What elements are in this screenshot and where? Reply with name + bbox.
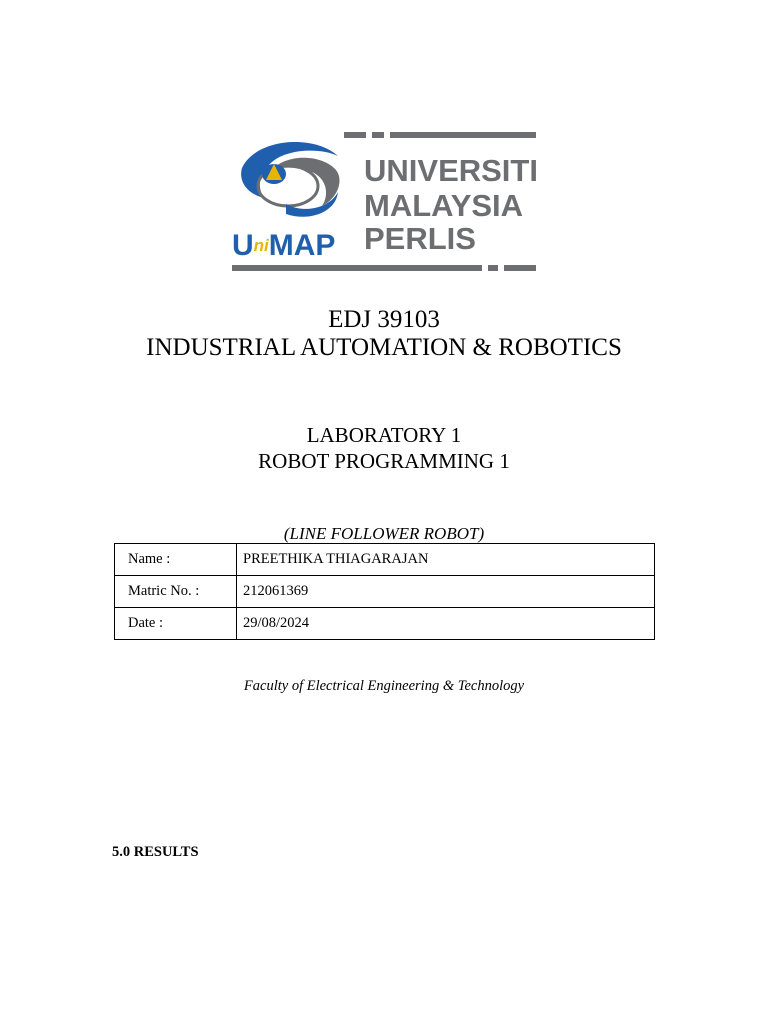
unimap-logo — [226, 128, 542, 278]
course-name: INDUSTRIAL AUTOMATION & ROBOTICS — [146, 334, 622, 361]
lab-title: ROBOT PROGRAMMING 1 — [258, 449, 510, 473]
date-value: 29/08/2024 — [237, 608, 655, 640]
logo-name-line3: PERLIS — [364, 221, 476, 256]
faculty-name: Faculty of Electrical Engineering & Technology — [243, 678, 525, 694]
logo-name-line1: UNIVERSITI — [364, 153, 538, 188]
logo-top-stripe — [344, 132, 536, 138]
table-row — [115, 576, 655, 608]
name-value: PREETHIKA THIAGARAJAN — [237, 544, 655, 576]
name-label: Name : — [115, 544, 237, 576]
section-heading: 5.0 RESULTS — [112, 844, 199, 860]
table-row — [115, 608, 655, 640]
logo-acronym: UniMAP — [232, 229, 336, 262]
matric-label: Matric No. : — [115, 576, 237, 608]
logo-bottom-stripe — [232, 265, 536, 271]
logo-name-line2: MALAYSIA — [364, 188, 524, 223]
matric-value: 212061369 — [237, 576, 655, 608]
student-info-table — [114, 543, 655, 640]
lab-subtitle: (LINE FOLLOWER ROBOT) — [283, 524, 485, 543]
lab-number: LABORATORY 1 — [306, 423, 462, 447]
table-row — [115, 544, 655, 576]
course-code: EDJ 39103 — [328, 306, 440, 333]
logo-emblem — [241, 142, 339, 217]
date-label: Date : — [115, 608, 237, 640]
